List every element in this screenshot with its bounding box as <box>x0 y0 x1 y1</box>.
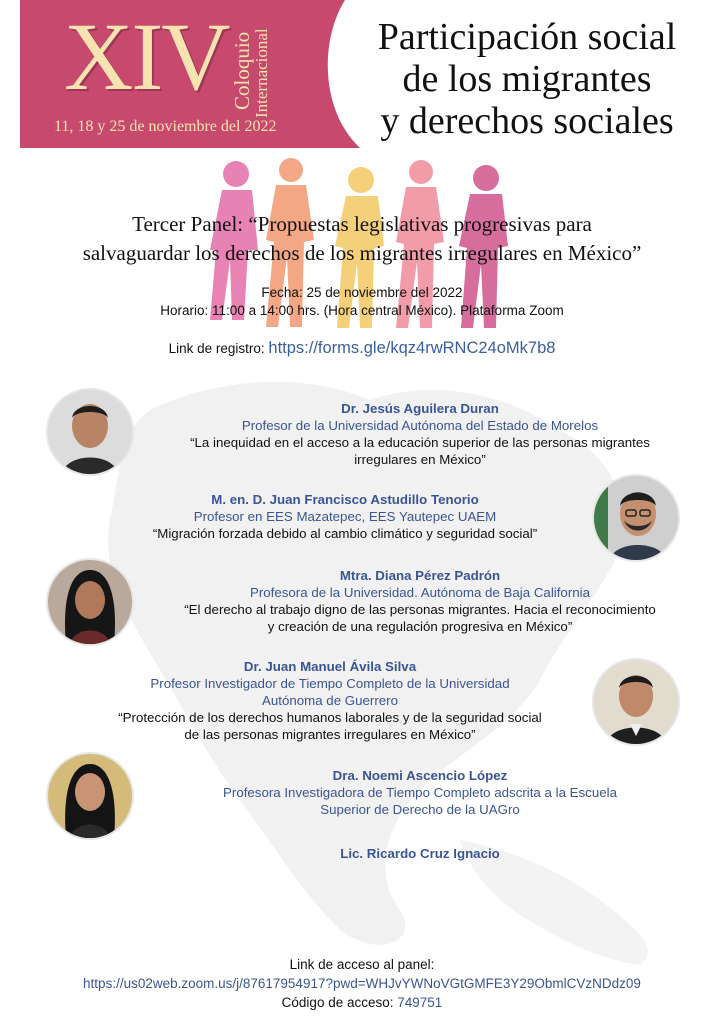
panel-title <box>14 210 710 268</box>
speaker-role: Autónoma de Guerrero <box>261 693 398 708</box>
person-avatar-icon <box>48 754 132 838</box>
coloquio-text: Coloquio <box>230 31 254 110</box>
edition-roman-numeral: XIV <box>64 3 229 110</box>
speaker-name: Dr. Juan Manuel Ávila Silva <box>243 659 417 674</box>
speaker-photo-noemi-ascencio <box>46 752 134 840</box>
person-avatar-icon <box>594 660 678 744</box>
speaker-topic: “La inequidad en el acceso a la educación superior de las personas migrantes <box>190 435 650 450</box>
speaker-topic: de las personas migrantes irregulares en México” <box>184 727 476 742</box>
speaker-topic: irregulares en México” <box>354 452 486 467</box>
event-dates: 11, 18 y 25 de noviembre del 2022 <box>54 118 277 135</box>
speaker-photo-jesus-aguilera <box>46 388 134 476</box>
speaker-photo-juan-astudillo <box>592 474 680 562</box>
access-code-label: Código de acceso: <box>281 995 398 1010</box>
speaker-role: Profesor de la Universidad Autónoma del Estado de Morelos <box>241 418 599 433</box>
speaker-card <box>150 567 690 635</box>
access-info <box>14 955 710 1012</box>
speaker-photo-juan-avila <box>592 658 680 746</box>
panel-title-line: Tercer Panel: “Propuestas legislativas progresivas para <box>132 212 592 236</box>
speaker-name: Dra. Noemi Ascencio López <box>332 768 508 783</box>
internacional-text: Internacional <box>252 28 271 118</box>
access-code-value: 749751 <box>397 995 443 1010</box>
speaker-topic: “Protección de los derechos humanos laborales y de la seguridad social <box>118 710 542 725</box>
speaker-role: Profesora Investigadora de Tiempo Completo adscrita a la Escuela <box>223 785 617 800</box>
registration-link[interactable]: https://forms.gle/kqz4rwRNC24oMk7b8 <box>268 339 556 357</box>
speaker-card <box>100 491 590 542</box>
speaker-name: Mtra. Diana Pérez Padrón <box>339 568 501 583</box>
panel-time: Horario: 11:00 a 14:00 hrs. (Hora central México). Plataforma Zoom <box>160 303 564 318</box>
speaker-card <box>150 767 690 818</box>
event-title-line: de los migrantes <box>402 58 652 100</box>
speaker-card <box>150 845 690 862</box>
registration-label: Link de registro: <box>168 341 269 356</box>
speaker-name: Dr. Jesús Aguilera Duran <box>341 401 499 416</box>
speaker-card <box>70 658 590 743</box>
access-url-link[interactable]: https://us02web.zoom.us/j/87617954917?pwd=WHJvYWNoVGtGMFE3Y29ObmlCVzNDdz09 <box>83 976 641 991</box>
panel-schedule <box>14 284 710 320</box>
panel-date: Fecha: 25 de noviembre del 2022 <box>261 285 463 300</box>
speaker-card <box>150 400 690 468</box>
panel-title-line: salvaguardar los derechos de los migrantes irregulares en México” <box>82 241 642 265</box>
speaker-name: Lic. Ricardo Cruz Ignacio <box>340 846 500 861</box>
speaker-role: Profesor en EES Mazatepec, EES Yautepec UAEM <box>193 509 497 524</box>
coloquio-vertical-label <box>230 20 276 118</box>
speaker-photo-diana-perez <box>46 558 134 646</box>
person-avatar-icon <box>48 560 132 644</box>
access-label: Link de acceso al panel: <box>289 957 435 972</box>
speaker-topic: “Migración forzada debido al cambio climático y seguridad social” <box>152 526 538 541</box>
speaker-role: Profesor Investigador de Tiempo Completo de la Universidad <box>150 676 510 691</box>
event-title-line: Participación social <box>377 16 677 58</box>
speaker-role: Profesora de la Universidad. Autónoma de Baja California <box>249 585 590 600</box>
event-title <box>340 16 714 142</box>
person-avatar-icon <box>594 476 678 560</box>
speaker-topic: “El derecho al trabajo digno de las personas migrantes. Hacia el reconocimiento <box>184 602 656 617</box>
person-avatar-icon <box>48 390 132 474</box>
event-title-line: y derechos sociales <box>380 100 674 142</box>
speaker-role: Superior de Derecho de la UAGro <box>320 802 520 817</box>
speaker-name: M. en. D. Juan Francisco Astudillo Tenorio <box>211 492 479 507</box>
registration-line <box>14 339 710 358</box>
speaker-topic: y creación de una regulación progresiva en México” <box>267 619 573 634</box>
access-code-line <box>14 993 710 1012</box>
